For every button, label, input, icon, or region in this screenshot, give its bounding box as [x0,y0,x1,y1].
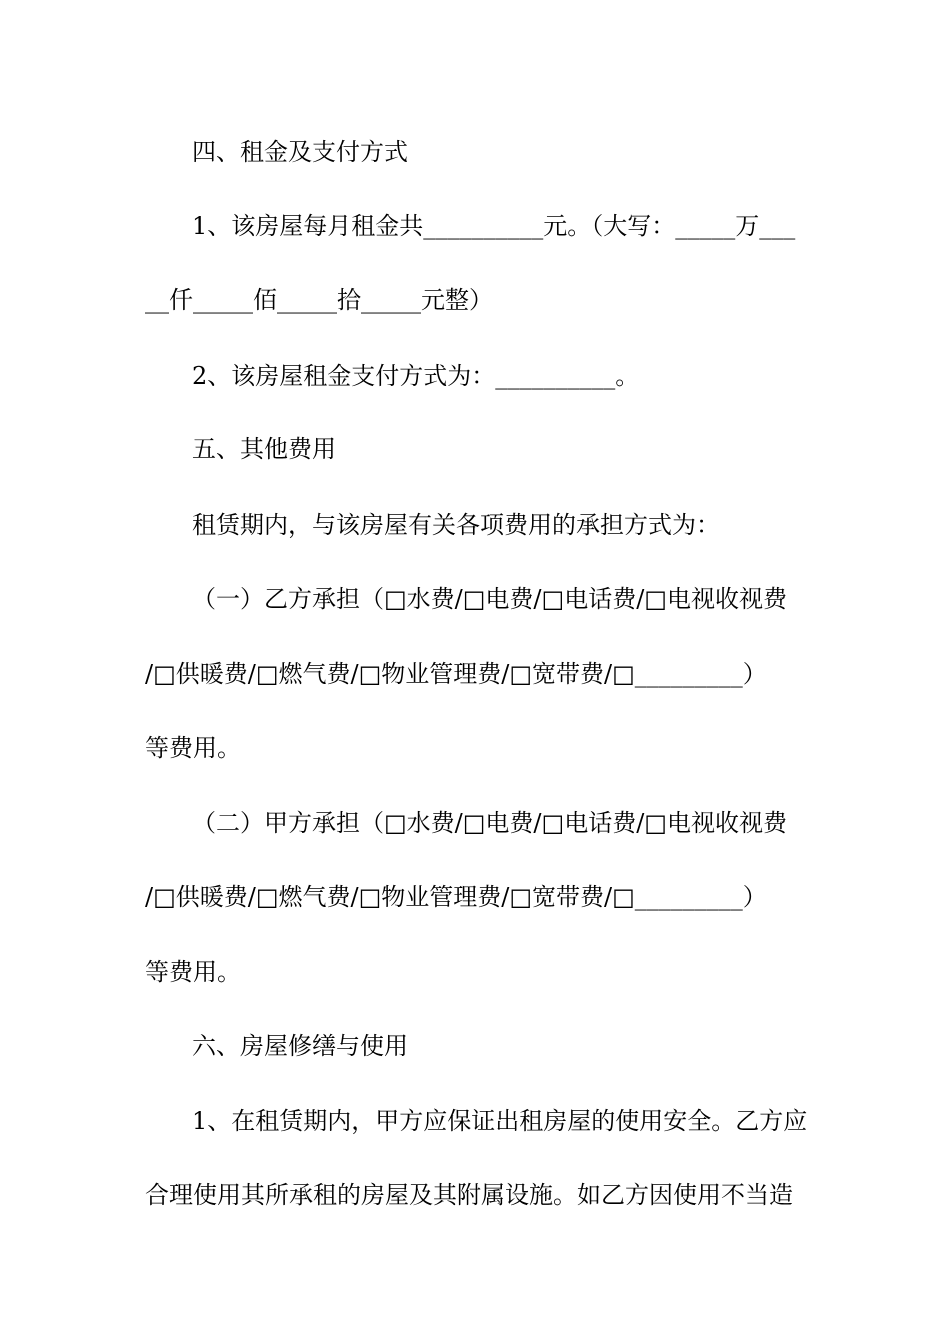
section-heading-rent-payment: 四、租金及支付方式 [192,138,408,166]
section-heading-repair-use: 六、房屋修缮与使用 [192,1032,408,1060]
paragraph-line: 2、该房屋租金支付方式为：__________。 [192,362,640,390]
paragraph-line: /□供暖费/□燃气费/□物业管理费/□宽带费/□_________） [145,883,767,911]
paragraph-line: __仟_____佰_____拾_____元整） [145,286,493,314]
paragraph-line: /□供暖费/□燃气费/□物业管理费/□宽带费/□_________） [145,660,767,688]
paragraph-line: 等费用。 [145,734,241,762]
paragraph-line: 1、在租赁期内，甲方应保证出租房屋的使用安全。乙方应 [192,1107,808,1135]
paragraph-line: 合理使用其所承租的房屋及其附属设施。如乙方因使用不当造 [145,1181,793,1209]
paragraph-line: 1、该房屋每月租金共__________元。（大写：_____万___ [192,212,796,240]
paragraph-line: （一）乙方承担（□水费/□电费/□电话费/□电视收视费 [192,585,787,613]
paragraph-line: 等费用。 [145,958,241,986]
section-heading-other-fees: 五、其他费用 [192,435,336,463]
paragraph-line: （二）甲方承担（□水费/□电费/□电话费/□电视收视费 [192,809,787,837]
paragraph-line: 租赁期内，与该房屋有关各项费用的承担方式为： [192,511,720,539]
